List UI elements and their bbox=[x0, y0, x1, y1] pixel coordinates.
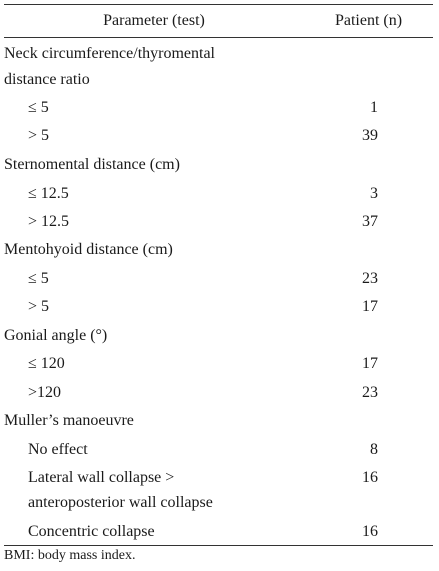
table-footnote: BMI: body mass index. bbox=[4, 548, 136, 563]
table-top-rule bbox=[4, 4, 433, 5]
header-parameter: Parameter (test) bbox=[103, 12, 205, 29]
table-bottom-rule bbox=[4, 545, 433, 546]
header-patient: Patient (n) bbox=[334, 12, 403, 29]
table-header-rule bbox=[4, 37, 433, 38]
